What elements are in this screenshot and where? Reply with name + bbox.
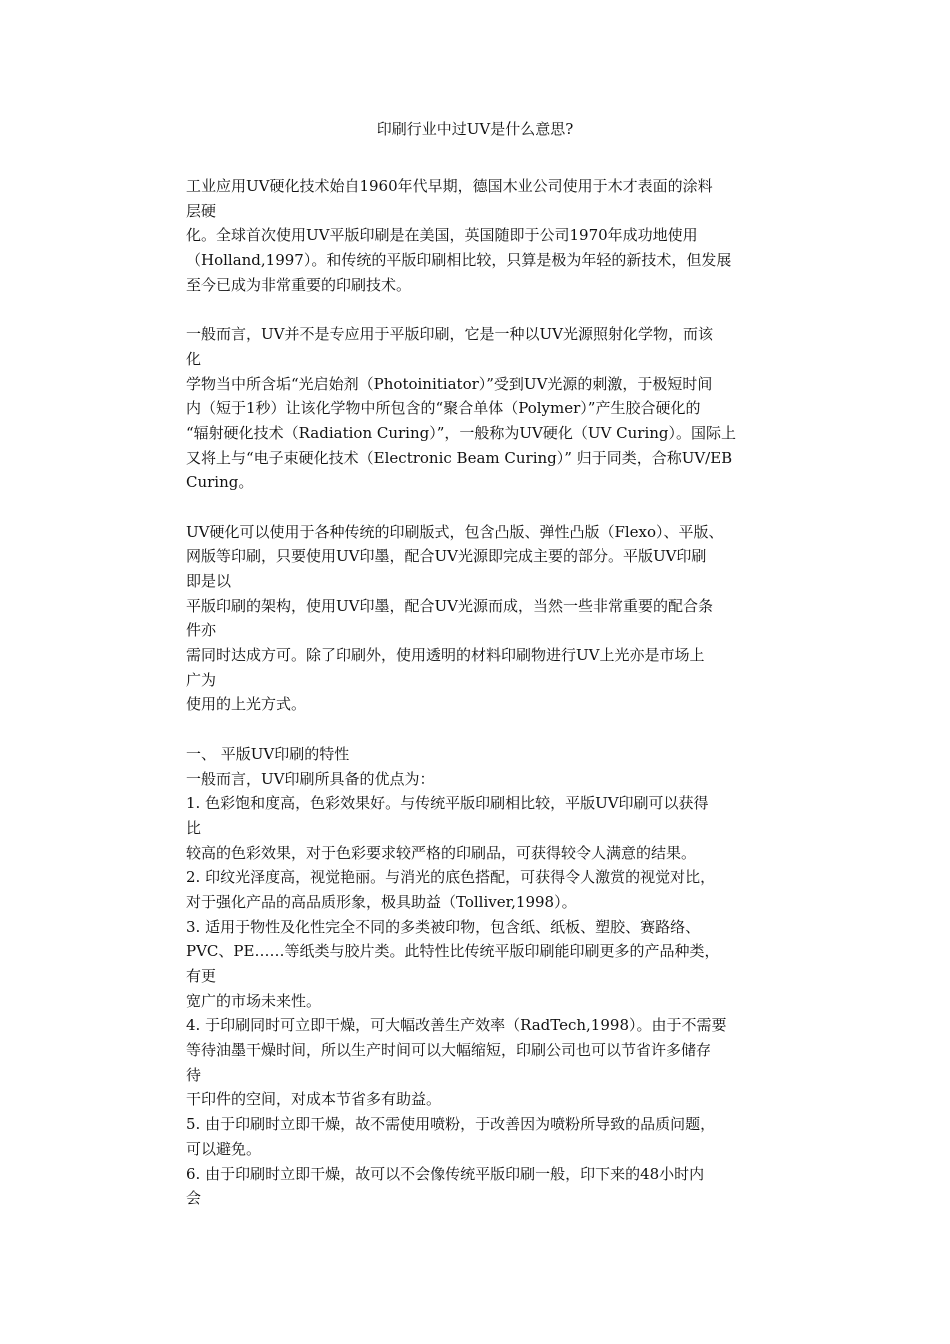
text-line: 又将上与“电子束硬化技术（Electronic Beam Curing）” 归于同类，合称UV/EB — [186, 448, 733, 467]
text-line: 2. 印纹光泽度高，视觉艳丽。与消光的底色搭配，可获得令人激赏的视觉对比， — [186, 868, 716, 887]
text-line: 化。全球首次使用UV平版印刷是在美国，英国随即于公司1970年成功地使用 — [186, 226, 698, 245]
paragraph-1 — [186, 174, 786, 297]
text-line: 内（短于1秒）让该化学物中所包含的“聚合单体（Polymer）”产生胶合硬化的 — [186, 399, 701, 418]
paragraph-gap — [186, 495, 786, 520]
text-line: 较高的色彩效果，对于色彩要求较严格的印刷品，可获得较令人满意的结果。 — [186, 843, 697, 862]
paragraph-gap — [186, 717, 786, 742]
text-line: 1. 色彩饱和度高，色彩效果好。与传统平版印刷相比较，平版UV印刷可以获得 — [186, 794, 709, 813]
text-line: 3. 适用于物性及化性完全不同的多类被印物，包含纸、纸板、塑胶、赛路络、 — [186, 917, 701, 936]
text-line: 网版等印刷，只要使用UV印墨，配合UV光源即完成主要的部分。平版UV印刷 — [186, 547, 707, 566]
text-line: 有更 — [186, 967, 217, 985]
text-line: 宽广的市场未来性。 — [186, 991, 322, 1010]
text-line: 可以避免。 — [186, 1139, 262, 1158]
document-title: 印刷行业中过UV是什么意思? — [376, 120, 574, 138]
text-line: 使用的上光方式。 — [186, 695, 307, 714]
document-body — [186, 174, 786, 1211]
paragraph-gap — [186, 297, 786, 322]
text-line: 至今已成为非常重要的印刷技术。 — [186, 275, 412, 294]
paragraph-3 — [186, 520, 786, 718]
text-line: 需同时达成方可。除了印刷外，使用透明的材料印刷物进行UV上光亦是市场上 — [186, 646, 705, 665]
text-line: 比 — [186, 818, 202, 837]
text-line: 6. 由于印刷时立即干燥，故可以不会像传统平版印刷一般，印下来的48小时内 — [186, 1164, 705, 1183]
text-line: 化 — [186, 349, 202, 368]
text-line: 5. 由于印刷时立即干燥，故不需使用喷粉，于改善因为喷粉所导致的品质问题， — [186, 1115, 716, 1134]
paragraph-4 — [186, 742, 786, 1211]
text-line: （Holland,1997）。和传统的平版印刷相比较，只算是极为年轻的新技术，但发展 — [186, 251, 732, 270]
text-line: 干印件的空间，对成本节省多有助益。 — [186, 1090, 442, 1109]
text-line: 一般而言，UV印刷所具备的优点为： — [186, 769, 435, 788]
text-line: 待 — [186, 1065, 202, 1084]
text-line: Curing。 — [186, 473, 254, 492]
text-line: 对于强化产品的高品质形象，极具助益（Tolliver,1998）。 — [186, 892, 577, 911]
text-line: 工业应用UV硬化技术始自1960年代早期，德国木业公司使用于木才表面的涂料 — [186, 177, 713, 195]
text-line: 平版印刷的架构，使用UV印墨，配合UV光源而成，当然一些非常重要的配合条 — [186, 596, 713, 615]
text-line: 即是以 — [186, 572, 232, 590]
text-line: 学物当中所含垢“光启始剂（Photoinitiator）”受到UV光源的刺激，于极短时间 — [186, 374, 713, 393]
text-line: 4. 于印刷同时可立即干燥，可大幅改善生产效率（RadTech,1998）。由于不需要 — [186, 1016, 727, 1035]
text-line: 等待油墨干燥时间，所以生产时间可以大幅缩短，印刷公司也可以节省许多储存 — [186, 1041, 712, 1060]
paragraph-2 — [186, 322, 786, 495]
text-line: 广为 — [186, 670, 217, 689]
text-line: 一、 平版UV印刷的特性 — [186, 744, 350, 763]
text-line: 层硬 — [186, 201, 217, 220]
text-line: PVC、PE……等纸类与胶片类。此特性比传统平版印刷能印刷更多的产品种类， — [186, 942, 720, 961]
text-line: UV硬化可以使用于各种传统的印刷版式，包含凸版、弹性凸版（Flexo）、平版、 — [186, 522, 724, 541]
text-line: “辐射硬化技术（Radiation Curing）”，一般称为UV硬化（UV Curing）。国际上 — [186, 423, 736, 442]
text-line: 会 — [186, 1189, 202, 1208]
text-line: 件亦 — [186, 621, 217, 640]
text-line: 一般而言，UV并不是专应用于平版印刷，它是一种以UV光源照射化学物，而该 — [186, 325, 713, 344]
